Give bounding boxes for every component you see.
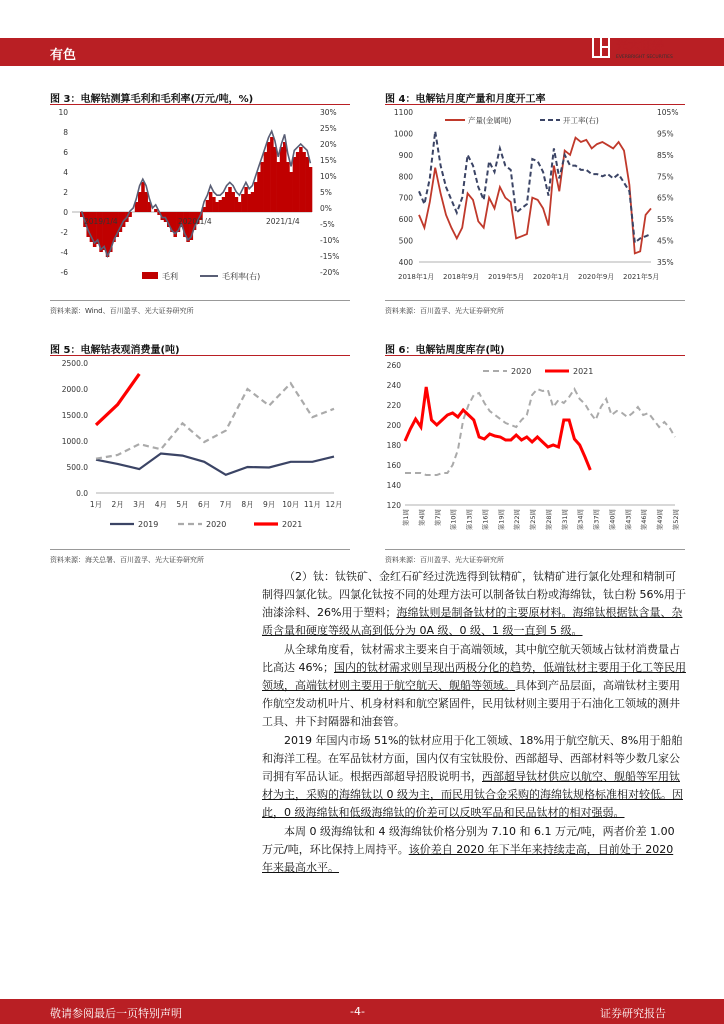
fig6-ytick-3: 200: [386, 421, 401, 430]
fig5-xlabel-10: 11月: [303, 500, 321, 509]
fig3-xlabel-2: 2021/1/4: [266, 217, 300, 226]
fig5-source: 资料来源：海关总署、百川盈孚、光大证券研究所: [50, 556, 204, 564]
fig3-ytick-0: 10: [58, 108, 68, 117]
fig4-legend-output: 产量(金属吨): [468, 116, 512, 125]
fig4-xlabel-5: 2021年5月: [623, 273, 660, 281]
fig6-xlabel-2: 第7周: [433, 509, 442, 527]
fig6-xlabel-0: 第1周: [402, 509, 410, 527]
fig5-line-2019: [96, 454, 334, 475]
fig3-y2tick-3: 15%: [320, 156, 337, 165]
fig6-xlabel-13: 第40周: [608, 509, 617, 531]
fig4-rule: [385, 104, 685, 105]
fig5-xlabel-1: 2月: [111, 500, 124, 509]
fig3-bar: [302, 152, 306, 212]
fig3-ytick-8: -6: [60, 268, 68, 277]
fig3-ytick-1: 8: [63, 128, 68, 137]
fig4-y2tick-2: 85%: [657, 150, 674, 160]
fig4-chart: [385, 106, 685, 286]
fig6-xlabel-3: 第10周: [449, 509, 458, 531]
fig5-ytick-0: 2500.0: [61, 359, 88, 368]
fig3-bar: [286, 162, 290, 212]
fig5-legend-2019: 2019: [138, 520, 159, 529]
fig5-ytick-4: 500.0: [66, 463, 88, 472]
fig6-xlabel-16: 第49周: [656, 509, 665, 531]
fig5-legend-2020: 2020: [206, 520, 227, 529]
fig5-ytick-1: 2000.0: [61, 385, 88, 394]
fig6-xlabel-7: 第22周: [513, 509, 522, 531]
fig5-xlabel-9: 10月: [282, 500, 300, 509]
fig4-ytick-1: 1000: [393, 129, 413, 139]
fig4-xlabel-4: 2020年9月: [578, 273, 615, 281]
fig4-xlabel-2: 2019年5月: [488, 273, 525, 281]
fig4-output-line: [419, 138, 651, 254]
fig3-bar: [293, 157, 297, 212]
fig4-ytick-0: 1100: [393, 108, 413, 117]
fig6-xlabel-17: 第52周: [672, 509, 680, 531]
fig3-bar: [283, 142, 287, 212]
fig3-bar: [309, 167, 313, 212]
fig3-y2tick-10: -20%: [320, 268, 340, 277]
fig5-xlabel-0: 1月: [89, 500, 103, 509]
fig6-ytick-5: 160: [386, 461, 401, 470]
fig3-y2tick-7: -5%: [320, 220, 335, 229]
fig6-xlabel-5: 第16周: [481, 509, 490, 531]
p3-underlined: 西部超导钛材供应以航空、舰船等军用钛材为主，采购的海绵钛以 0 级为主，而民用钛合金采购的海绵钛规格标准相对较低。因此，0 级海绵钛和低级海绵钛的价差可以反映军品和民品钛材的相对强弱。: [262, 770, 683, 819]
fig3-bar: [209, 192, 213, 212]
fig5-xlabel-3: 4月: [154, 500, 168, 509]
fig4-ytick-7: 400: [398, 258, 413, 267]
fig4-y2tick-5: 55%: [657, 215, 674, 225]
fig6-ytick-0: 260: [386, 361, 401, 370]
fig5-line-2021: [96, 374, 139, 425]
fig4-ytick-5: 600: [398, 215, 413, 225]
fig3-ytick-6: -2: [60, 228, 68, 237]
fig6-source: 资料来源：百川盈孚、光大证券研究所: [385, 556, 504, 564]
fig3-bar: [267, 142, 271, 212]
fig3-bar: [222, 197, 226, 212]
fig3-bar: [260, 162, 264, 212]
fig3-bar: [225, 192, 229, 212]
company-logo: [592, 33, 692, 63]
fig6-ytick-4: 180: [386, 441, 401, 450]
fig3-bar: [212, 197, 216, 212]
fig4-utilization-line: [419, 131, 651, 242]
logo-en: EVERBRIGHT SECURITIES: [616, 55, 673, 60]
fig4-xlabel-3: 2020年1月: [533, 273, 570, 281]
fig3-bar: [238, 202, 242, 212]
fig3-y2tick-2: 20%: [320, 140, 337, 149]
p1-text: （2）钛：钛铁矿、金红石矿经过洗选得到钛精矿，钛精矿进行氯化处理和精制可制得四氯化钛。四氯化钛按不同的处理方法可以制备钛白粉或海绵钛，钛白粉 56%用于油漆涂料、26%用于塑料；: [262, 570, 686, 619]
fig3-legend-rate: 毛利率(右): [222, 272, 261, 281]
p2-text-2: 具体到产品层面，高端钛材主要用作航空发动机叶片、机身材料和航空紧固件，民用钛材则主要用于石油化工领域的测井工具、井下封隔器和油套管。: [262, 679, 680, 728]
fig6-xlabel-4: 第13周: [465, 509, 474, 531]
fig3-bar: [241, 194, 245, 212]
body-text: [262, 568, 686, 878]
p2-text: 从全球角度看，钛材需求主要来自于高端领域，其中航空航天领域占钛材消费量占比高达 46%；: [262, 643, 680, 674]
footer-report-type: 证券研究报告: [600, 1007, 666, 1020]
fig6-xlabel-10: 第31周: [560, 509, 569, 531]
footer-disclaimer: 敬请参阅最后一页特别声明: [50, 1007, 182, 1020]
fig3-bar: [296, 152, 300, 212]
fig6-legend-2021: 2021: [573, 367, 594, 376]
fig6-ytick-1: 240: [386, 381, 401, 390]
fig5-ytick-3: 1000.0: [61, 437, 88, 446]
fig3-bar: [154, 209, 158, 212]
fig4-y2tick-3: 75%: [657, 172, 674, 182]
fig6-title: 图 6：电解钴周度库存(吨): [385, 345, 505, 356]
fig4-y2tick-4: 65%: [657, 193, 674, 203]
fig4-y2tick-6: 45%: [657, 236, 674, 246]
fig4-source-rule: [385, 300, 685, 301]
fig3-bar: [289, 172, 293, 212]
fig6-xlabel-9: 第28周: [544, 509, 553, 531]
fig5-rule: [50, 355, 350, 356]
fig3-y2tick-5: 5%: [320, 188, 332, 197]
fig6-xlabel-15: 第46周: [640, 509, 649, 531]
p3-text: 2019 年国内市场 51%的钛材应用于化工领域、18%用于航空航天、8%用于船舶和海洋工程。在军品钛材方面，国内仅有宝钛股份、西部超导、西部材料等少数几家公司拥有军品认证。根据西部超导招股说明书，: [262, 734, 683, 783]
fig3-y2tick-0: 30%: [320, 108, 337, 117]
fig3-bar: [270, 137, 274, 212]
fig4-y2tick-0: 105%: [657, 108, 679, 117]
fig3-xlabel-0: 2019/1/4: [84, 217, 118, 226]
fig6-legend-2020: 2020: [511, 367, 532, 376]
fig6-ytick-6: 140: [386, 481, 401, 490]
fig3-bar: [138, 192, 142, 212]
paragraph-global-demand: [262, 641, 686, 731]
fig5-ytick-5: 0.0: [76, 489, 88, 498]
fig5-xlabel-7: 8月: [241, 500, 254, 509]
fig3-ytick-3: 4: [63, 168, 68, 177]
p4-underlined: 该价差自 2020 年下半年来持续走高，目前处于 2020 年来最高水平。: [262, 843, 674, 874]
fig3-rule: [50, 104, 350, 105]
fig5-xlabel-6: 7月: [219, 500, 232, 509]
logo-mark-icon: [592, 33, 692, 63]
fig3-bar: [248, 194, 252, 212]
paragraph-domestic-market: [262, 732, 686, 822]
paragraph-titanium: [262, 568, 686, 640]
fig3-y2tick-1: 25%: [320, 124, 337, 133]
fig3-source-rule: [50, 300, 350, 301]
fig6-source-rule: [385, 549, 685, 550]
fig5-xlabel-8: 9月: [262, 500, 276, 509]
fig6-line-2021: [405, 387, 590, 470]
fig3-bar: [273, 147, 277, 212]
fig3-bar: [277, 162, 281, 212]
fig3-bar: [254, 182, 258, 212]
fig4-legend-rate: 开工率(右): [563, 116, 599, 125]
fig5-line-2020: [96, 383, 334, 458]
fig3-bar: [228, 187, 232, 212]
fig3-bar: [280, 147, 284, 212]
fig3-bar: [219, 200, 223, 212]
fig6-ytick-2: 220: [386, 401, 401, 410]
fig3-bar: [264, 152, 268, 212]
fig3-bar: [215, 202, 219, 212]
fig6-line-2020: [405, 389, 675, 475]
fig3-source: 资料来源：Wind、百川盈孚、光大证券研究所: [50, 307, 194, 315]
fig3-ytick-4: 2: [63, 188, 68, 197]
fig3-y2tick-6: 0%: [320, 204, 332, 213]
fig3-ytick-2: 6: [63, 148, 68, 157]
fig4-source: 资料来源：百川盈孚、光大证券研究所: [385, 307, 504, 315]
section-tag: 有色: [50, 48, 77, 63]
fig3-ytick-7: -4: [60, 248, 68, 257]
fig3-bar: [206, 200, 210, 212]
p4-text: 本周 0 级海绵钛和 4 级海绵钛价格分别为 7.10 和 6.1 万元/吨，两者价差 1.00 万元/吨，环比保持上周持平。: [262, 825, 675, 856]
fig5-source-rule: [50, 549, 350, 550]
fig5-xlabel-5: 6月: [198, 500, 211, 509]
fig3-bar: [231, 192, 235, 212]
fig3-xlabel-1: 2020/1/4: [178, 217, 212, 226]
fig4-ytick-3: 800: [398, 172, 413, 182]
fig6-xlabel-12: 第37周: [592, 509, 601, 531]
fig3-y2tick-4: 10%: [320, 172, 337, 181]
fig3-y2tick-8: -10%: [320, 236, 340, 245]
fig6-rule: [385, 355, 685, 356]
fig3-bar: [251, 192, 255, 212]
fig3-y2tick-9: -15%: [320, 252, 340, 261]
fig4-y2tick-1: 95%: [657, 129, 674, 139]
fig4-ytick-2: 900: [398, 150, 413, 160]
fig3-bar: [235, 197, 239, 212]
fig4-title: 图 4：电解钴月度产量和月度开工率: [385, 94, 546, 105]
fig6-xlabel-1: 第4周: [417, 509, 426, 527]
page-number: -4-: [350, 1005, 365, 1018]
fig3-bar: [141, 182, 145, 212]
fig3-ytick-5: 0: [63, 208, 68, 217]
p2-underlined: 国内的钛材需求则呈现出两极分化的趋势，低端钛材主要用于化工等民用领域，高端钛材则主要用于航空航天、舰船等领域。: [262, 661, 686, 692]
fig4-ytick-4: 700: [398, 193, 413, 203]
fig6-xlabel-11: 第34周: [576, 509, 585, 531]
fig3-bar: [299, 147, 303, 212]
fig3-bar: [144, 192, 148, 212]
fig4-ytick-6: 500: [398, 236, 413, 246]
fig6-xlabel-14: 第43周: [624, 509, 633, 531]
fig6-chart: [385, 357, 685, 547]
fig3-title: 图 3：电解钴测算毛利和毛利率(万元/吨，%): [50, 94, 254, 105]
fig6-xlabel-8: 第25周: [529, 509, 538, 531]
fig5-xlabel-2: 3月: [133, 500, 146, 509]
paragraph-sponge-price: [262, 823, 686, 877]
p1-underlined: 海绵钛则是制备钛材的主要原材料。海绵钛根据钛含量、杂质含量和硬度等级从高到低分为 0A 级、0 级、1 级一直到 5 级。: [262, 606, 683, 637]
fig5-title: 图 5：电解钴表观消费量(吨): [50, 345, 180, 356]
fig3-legend-swatch-profit: [142, 272, 158, 279]
fig3-bar: [306, 157, 310, 212]
fig3-chart: [50, 106, 350, 286]
fig3-bar: [257, 172, 261, 212]
fig4-xlabel-0: 2018年1月: [398, 273, 435, 281]
fig5-xlabel-11: 12月: [325, 500, 343, 509]
fig3-legend-profit: 毛利: [162, 272, 178, 281]
fig6-xlabel-6: 第19周: [497, 509, 506, 531]
fig6-ytick-7: 120: [386, 501, 401, 510]
fig4-y2tick-7: 35%: [657, 258, 674, 267]
fig3-bar: [244, 187, 248, 212]
logo-cn: 光大证券: [616, 38, 665, 52]
fig5-ytick-2: 1500.0: [61, 411, 88, 420]
fig5-legend-2021: 2021: [282, 520, 303, 529]
fig5-chart: [50, 357, 350, 537]
fig5-xlabel-4: 5月: [176, 500, 189, 509]
fig4-xlabel-1: 2018年9月: [443, 273, 480, 281]
